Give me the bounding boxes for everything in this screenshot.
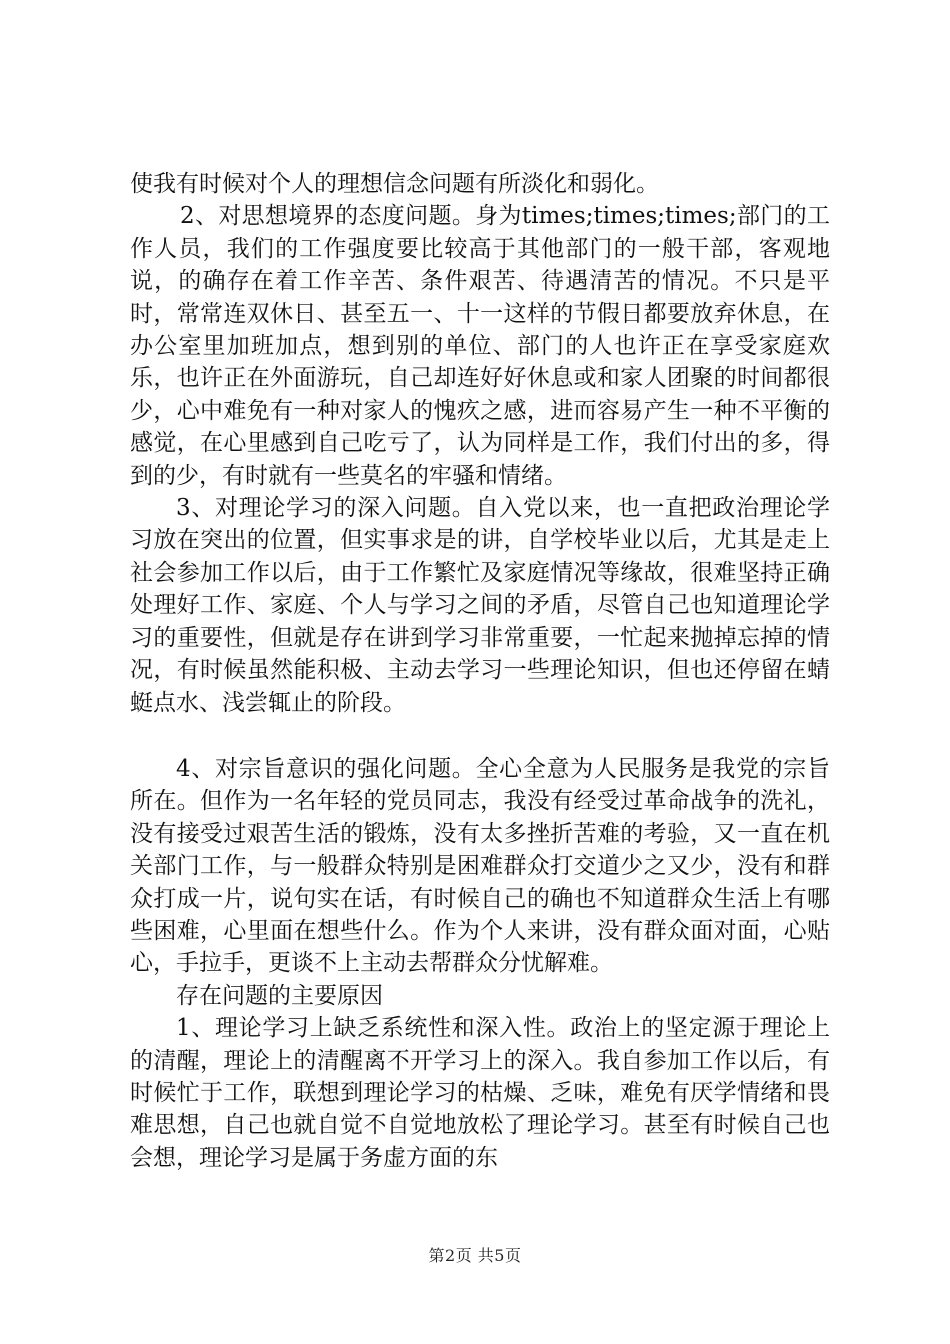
paragraph-item-4: 4、对宗旨意识的强化问题。全心全意为人民服务是我党的宗旨所在。但作为一名年轻的党员同志，我没有经受过革命战争的洗礼，没有接受过艰苦生活的锻炼，没有太多挫折苦难的考验，又一直在机关部门工作，与一般群众特别是困难群众打交道少之又少，没有和群众打成一片，说句实在话，有时候自己的确也不知道群众生活上有哪些困难，心里面在想些什么。作为个人来讲，没有群众面对面，心贴心，手拉手，更谈不上主动去帮群众分忧解难。	[130, 755, 830, 977]
page-number-footer: 第2页 共5页	[428, 1246, 522, 1265]
document-body	[130, 168, 830, 1174]
paragraph-item-3: 3、对理论学习的深入问题。自入党以来，也一直把政治理论学习放在突出的位置，但实事求是的讲，自学校毕业以后，尤其是走上社会参加工作以后，由于工作繁忙及家庭情况等缘故，很难坚持正确处理好工作、家庭、个人与学习之间的矛盾，尽管自己也知道理论学习的重要性，但就是存在讲到学习非常重要，一忙起来抛掉忘掉的情况，有时候虽然能积极、主动去学习一些理论知识，但也还停留在蜻蜓点水、浅尝辄止的阶段。	[130, 495, 830, 716]
paragraph-reason-1: 1、理论学习上缺乏系统性和深入性。政治上的坚定源于理论上的清醒，理论上的清醒离不开学习上的深入。我自参加工作以后，有时候忙于工作，联想到理论学习的枯燥、乏味，难免有厌学情绪和畏难思想，自己也就自觉不自觉地放松了理论学习。甚至有时候自己也会想，理论学习是属于务虚方面的东	[130, 1015, 830, 1171]
paragraph-item-2: 2、对思想境界的态度问题。身为times;times;times;部门的工作人员，我们的工作强度要比较高于其他部门的一般干部，客观地说，的确存在着工作辛苦、条件艰苦、待遇清苦的情况。不只是平时，常常连双休日、甚至五一、十一这样的节假日都要放弃休息，在办公室里加班加点，想到别的单位、部门的人也许正在享受家庭欢乐，也许正在外面游玩，自己却连好好休息或和家人团聚的时间都很少，心中难免有一种对家人的愧疚之感，进而容易产生一种不平衡的感觉，在心里感到自己吃亏了，认为同样是工作，我们付出的多，得到的少，有时就有一些莫名的牢骚和情绪。	[130, 203, 830, 489]
paragraph-continued: 使我有时候对个人的理想信念问题有所淡化和弱化。	[130, 171, 659, 197]
section-heading: 存在问题的主要原因	[176, 982, 383, 1009]
paragraph-gap	[130, 719, 830, 753]
